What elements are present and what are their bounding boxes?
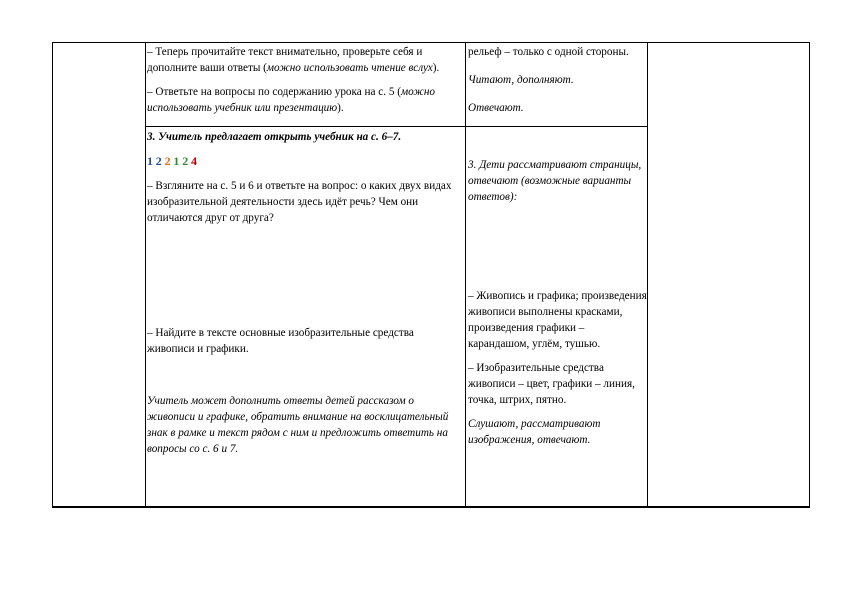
num-1: 1 <box>147 154 153 168</box>
instruction-reread-end: ). <box>432 62 440 74</box>
teacher-note: Учитель может дополнить ответы детей рассказом о живописи и графике, обратить внимание на восклицательный знак в рамке и текст рядом с ним и предложить ответить на вопросы со с. 6 и 7. <box>147 395 449 455</box>
question-means: – Найдите в тексте основные изобразительные средства живописи и графики. <box>147 327 414 355</box>
number-sequence <box>147 153 463 170</box>
instruction-answer-text: – Ответьте на вопросы по содержанию урока на с. 5 ( <box>147 86 401 98</box>
instruction-reread <box>147 44 463 76</box>
answer-means: – Изобразительные средства живописи – цвет, графики – линия, точка, штрих, пятно. <box>468 362 635 406</box>
num-3: 2 <box>164 154 171 168</box>
column-divider-1 <box>145 42 146 508</box>
table-left-border <box>52 42 53 508</box>
section-heading: 3. Учитель предлагает открыть учебник на с. 6–7. <box>147 131 402 143</box>
answer-relief: рельеф – только с одной стороны. <box>468 46 629 58</box>
table-bottom-border <box>52 506 810 508</box>
student-cell-bottom <box>468 157 646 213</box>
row-divider <box>145 126 647 127</box>
instruction-answer-end: ). <box>337 102 344 114</box>
answer-respond: Отвечают. <box>468 102 524 114</box>
teacher-cell-note <box>147 393 463 465</box>
teacher-cell-top <box>147 44 463 124</box>
answer-listen: Слушают, рассматривают изображения, отвечают. <box>468 418 601 446</box>
teacher-cell-q2 <box>147 325 463 365</box>
num-6: 4 <box>190 154 197 168</box>
table-right-border <box>809 42 810 508</box>
student-cell-top <box>468 44 646 124</box>
instruction-reread-text: – Теперь прочитайте текст внимательно, проверьте себя и дополните ваши ответы ( <box>147 46 423 74</box>
num-5: 2 <box>182 154 189 168</box>
instruction-reread-note: можно использовать чтение вслух <box>266 62 433 74</box>
answer-look-pages: 3. Дети рассматривают страницы, отвечают (возможные варианты ответов): <box>468 159 642 203</box>
answer-painting-graphics: – Живопись и графика; произведения живописи выполнены красками, произведения графики – карандашом, углём, тушью. <box>468 290 647 350</box>
instruction-answer <box>147 84 463 116</box>
student-cell-answers <box>468 288 648 456</box>
teacher-cell-bottom <box>147 129 463 234</box>
answer-read: Читают, дополняют. <box>468 74 574 86</box>
question-two-arts: – Взгляните на с. 5 и 6 и ответьте на вопрос: о каких двух видах изобразительной деятельности здесь идёт речь? Чем они отличаются друг от друга? <box>147 180 452 224</box>
instruction-answer-note: можно использовать учебник или презентацию <box>147 86 435 114</box>
num-2: 2 <box>155 154 162 168</box>
num-4: 1 <box>173 154 180 168</box>
table-top-border <box>52 42 810 43</box>
column-divider-2 <box>465 42 466 508</box>
